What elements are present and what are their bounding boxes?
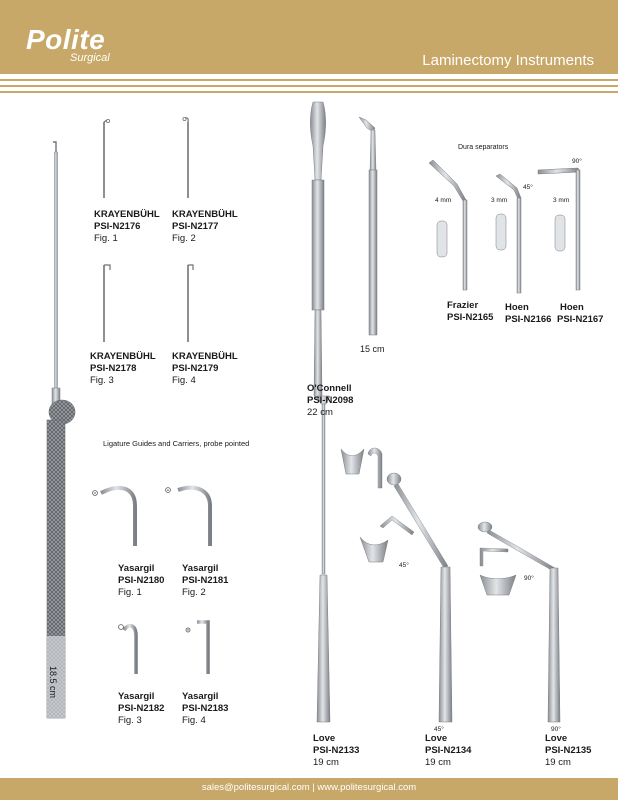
love2-name: Love [425, 733, 448, 744]
y3-code: PSI-N2182 [118, 703, 165, 714]
hoen1-code: PSI-N2166 [505, 314, 552, 325]
oconnell-code: PSI-N2098 [307, 395, 354, 406]
logo-wordmark: Polite [26, 24, 106, 55]
y4-code: PSI-N2183 [182, 703, 229, 714]
love3-name: Love [545, 733, 568, 744]
footer-contact-link[interactable]: sales@politesurgical.com | www.politesurgical.com [201, 782, 417, 793]
ligature-heading: Ligature Guides and Carriers, probe pointed [103, 439, 250, 448]
hoen2-name: Hoen [560, 302, 584, 313]
k2-fig: Fig. 2 [172, 233, 196, 244]
y3-fig: Fig. 3 [118, 715, 142, 726]
k2-code: PSI-N2177 [172, 221, 219, 232]
love1-code: PSI-N2133 [313, 745, 360, 756]
love3-size: 19 cm [545, 757, 571, 768]
page-title: Laminectomy Instruments [422, 52, 594, 69]
k3-fig: Fig. 3 [90, 375, 114, 386]
love3-code: PSI-N2135 [545, 745, 592, 756]
oconnell-size: 22 cm [307, 407, 333, 418]
love3-detail-angle: 90° [524, 575, 534, 582]
probe-instrument-icon [47, 142, 75, 718]
k4-code: PSI-N2179 [172, 363, 219, 374]
frazier-tip-label: 4 mm [435, 197, 452, 204]
dura-separator-icon [429, 160, 580, 293]
y2-code: PSI-N2181 [182, 575, 229, 586]
hoen2-tip-label: 3 mm [553, 197, 570, 204]
frazier-code: PSI-N2165 [447, 312, 494, 323]
footer-band [0, 778, 618, 800]
k2-name: KRAYENBÜHL [172, 209, 238, 220]
love-retractor-icon [317, 396, 560, 722]
y1-fig: Fig. 1 [118, 587, 142, 598]
hoen2-angle-label: 90° [572, 158, 582, 165]
k3-code: PSI-N2178 [90, 363, 137, 374]
logo-subtitle: Surgical [70, 52, 110, 64]
k1-name: KRAYENBÜHL [94, 209, 160, 220]
love2-angle-label: 45° [434, 726, 444, 733]
oconnell-length-label: 15 cm [360, 344, 385, 354]
probe-length-label: 18.5 cm [48, 666, 58, 699]
k3-name: KRAYENBÜHL [90, 351, 156, 362]
y3-name: Yasargil [118, 691, 155, 702]
k4-name: KRAYENBÜHL [172, 351, 238, 362]
y2-name: Yasargil [182, 563, 219, 574]
k1-fig: Fig. 1 [94, 233, 118, 244]
k4-fig: Fig. 4 [172, 375, 196, 386]
hoen1-name: Hoen [505, 302, 529, 313]
y1-name: Yasargil [118, 563, 155, 574]
y4-name: Yasargil [182, 691, 219, 702]
oconnell-name: O'Connell [307, 383, 352, 394]
frazier-name: Frazier [447, 300, 479, 311]
y1-code: PSI-N2180 [118, 575, 165, 586]
love2-code: PSI-N2134 [425, 745, 472, 756]
y2-fig: Fig. 2 [182, 587, 206, 598]
love2-size: 19 cm [425, 757, 451, 768]
y4-fig: Fig. 4 [182, 715, 206, 726]
love1-name: Love [313, 733, 336, 744]
love3-angle-label: 90° [551, 726, 561, 733]
hoen1-tip-label: 3 mm [491, 197, 508, 204]
dura-heading: Dura separators [458, 144, 509, 151]
love2-detail-angle: 45° [399, 562, 409, 569]
hoen1-angle-label: 45° [523, 184, 533, 191]
love1-size: 19 cm [313, 757, 339, 768]
k1-code: PSI-N2176 [94, 221, 141, 232]
hoen2-code: PSI-N2167 [557, 314, 604, 325]
